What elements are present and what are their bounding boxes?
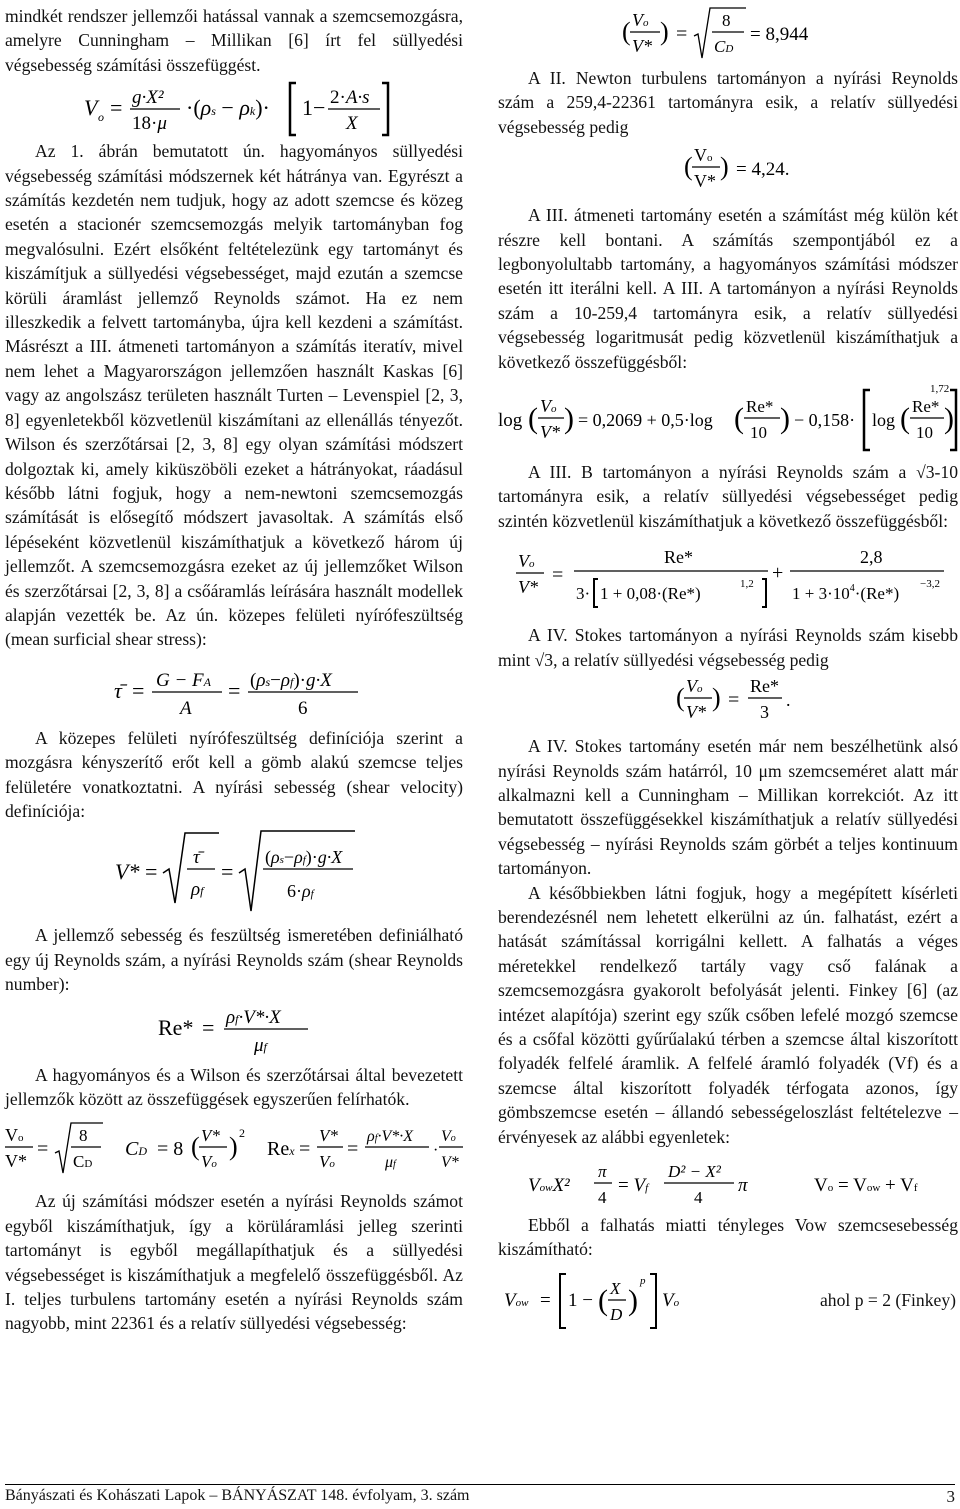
svg-text:8: 8 (722, 11, 731, 30)
svg-text:Vo = Vow + Vf: Vo = Vow + Vf (814, 1175, 918, 1196)
svg-text:τ̄: τ̄ (114, 677, 122, 703)
svg-text:Vow: Vow (504, 1289, 529, 1311)
paragraph-r2: A III. átmeneti tartomány esetén a számítást még külön két részre kell bontani. A számítás szempontjából ez a legbonyolultabb tartomány, a hagyományos számítási módszer esetén itt iterálni kell. A III. A tartományon a nyírási Reynolds szám a 10-259,4 tartományra esik, a relatív süllyedési végsebesség logaritmusát pedig közvetlenül kiszámíthatjuk a következő összefüggésből: (498, 205, 958, 372)
svg-text:=: = (221, 859, 234, 885)
svg-text:μf: μf (385, 1154, 396, 1172)
svg-text:Vo: Vo (662, 1289, 680, 1311)
svg-text:Re*: Re* (158, 1014, 194, 1040)
svg-text:Rex: Rex (267, 1138, 295, 1161)
svg-text:): ) (712, 683, 721, 713)
equation-transition-b (498, 543, 958, 623)
svg-text:1,2: 1,2 (740, 578, 754, 591)
svg-text:− 0,158·: − 0,158· (794, 410, 856, 431)
svg-text:=: = (37, 1138, 49, 1161)
equation-transition-a (498, 382, 958, 460)
right-column (498, 4, 958, 1334)
equation-note: ahol p = 2 (Finkey) (820, 1289, 956, 1310)
svg-text:Vo: Vo (319, 1152, 335, 1172)
svg-text:log: log (498, 410, 523, 432)
svg-text:Vo: Vo (540, 396, 557, 417)
paragraph-r5: A IV. Stokes tartomány esetén már nem beszélhetünk alsó nyírási Reynolds szám határról, 10 μm szemcseméret alatt már alkalmazni kell a Cunningham – Millikan korrekciót. Az itt bemutatott összefüggésekkel kiszámíthatjuk a relatív süllyedési végsebesség – nyírási Reynolds szám görbét a teljes kontinuum tartományon. (498, 736, 958, 879)
paragraph-l4: A jellemző sebesség és feszültség ismeretében definiálható egy új Reynolds szám, a nyírási Reynolds szám (shear Reynolds number): (5, 925, 463, 995)
svg-text:Re*: Re* (746, 397, 774, 417)
svg-text:·(ρs − ρk)·: ·(ρs − ρk)· (186, 95, 270, 121)
paragraph-l3: A közepes felületi nyírófeszültség definíciója szerint a mozgásra kényszerítő erőt kell a gömb alakú szemcse teljes felületére vonatkoztatni. A nyírási sebesség (shear velocity) definíciója: (5, 727, 463, 821)
svg-text:3: 3 (760, 702, 769, 723)
svg-text:ρf: ρf (191, 879, 204, 901)
equation-graphic (74, 77, 394, 139)
svg-text:G − FA: G − FA (156, 669, 211, 691)
svg-text:CD: CD (125, 1138, 148, 1161)
svg-text:=: = (145, 859, 158, 885)
svg-text:(: ( (528, 402, 538, 436)
equation-graphic (508, 1157, 948, 1211)
paragraph-r6: A későbbiekben látni fogjuk, hogy a megépített kísérleti berendezésnél nem lehetett elkerülni az ún. falhatást, ezért a hatását számítással korrigálni kellett. A falhatás a véges méretekkel rendelkező tartály vagy cső falának a szemcsemozgásra gyakorolt befolyását jelenti. Finkey [6] (az intézet alapítója) szerint egy szűk csőben lefelé mozgó szemcse és a csőfal közötti gyűrűalakú térben a szemcse által kiszorított folyadék felfelé áramlik. A felfelé áramló folyadék (Vf) és a szemcse által kiszorított folyadék térfogata azonos, így gömbszemcse esetén – állandó sebességeloszlást feltételezve – érvényesek az alábbi egyenletek: (498, 882, 958, 1147)
svg-text:(: ( (598, 1283, 608, 1317)
svg-text:= 8: = 8 (157, 1138, 184, 1161)
svg-text:ρf·V*·X: ρf·V*·X (367, 1128, 414, 1146)
equation-graphic (109, 823, 359, 919)
svg-text:2·A·s: 2·A·s (330, 87, 370, 109)
svg-text:2: 2 (239, 1126, 245, 1141)
svg-text:4: 4 (598, 1188, 607, 1207)
equation-newton (498, 139, 958, 203)
svg-text:Vo: Vo (5, 1125, 24, 1146)
svg-text:(: ( (622, 17, 631, 46)
svg-text:Re*: Re* (664, 547, 693, 568)
svg-text:ρf·V*·X: ρf·V*·X (226, 1006, 281, 1028)
svg-text:Vo: Vo (686, 676, 703, 697)
equation-stokes (498, 672, 958, 734)
svg-text:=: = (228, 677, 241, 703)
equation-shear-reynolds (5, 997, 463, 1063)
svg-text:=: = (347, 1138, 359, 1161)
svg-text:Re*: Re* (912, 397, 940, 417)
svg-text:10: 10 (750, 423, 767, 443)
svg-text:−3,2: −3,2 (920, 578, 940, 591)
paragraph-r1: A II. Newton turbulens tartományon a nyírási Reynolds szám a 259,4-22361 tartományra esik, a relatív süllyedési végsebesség pedig (498, 68, 958, 137)
equation-wall-effect (498, 1157, 958, 1213)
svg-text:=: = (299, 1138, 311, 1161)
svg-text:): ) (660, 17, 669, 46)
svg-text:·: · (433, 1142, 439, 1160)
svg-text:Vo: Vo (694, 145, 713, 166)
svg-text:): ) (628, 1283, 638, 1317)
svg-text:1−: 1− (302, 95, 326, 121)
svg-text:Vo: Vo (441, 1128, 456, 1146)
svg-text:CD: CD (73, 1152, 93, 1172)
svg-text:p: p (640, 1274, 646, 1287)
paragraph-r7: Ebből a falhatás miatti tényleges Vow szemcsesebesség kiszámítható: (498, 1215, 958, 1260)
equation-graphic (676, 672, 816, 730)
svg-text:(: ( (191, 1132, 200, 1162)
svg-text:= 0,2069 + 0,5·log: = 0,2069 + 0,5·log (578, 410, 713, 431)
svg-text:V*: V* (518, 577, 538, 598)
svg-text:(: ( (734, 402, 744, 436)
svg-text:6·ρf: 6·ρf (287, 881, 314, 902)
svg-text:= Vf: = Vf (618, 1175, 649, 1196)
svg-text:A: A (180, 697, 192, 719)
svg-text:.: . (786, 690, 791, 711)
svg-text:V*: V* (694, 171, 716, 192)
svg-text:=: = (132, 677, 145, 703)
svg-text:=: = (540, 1289, 551, 1311)
svg-text:(: ( (900, 402, 910, 436)
paragraph-l6: Az új számítási módszer esetén a nyírási Reynolds számot egyből kiszámíthatjuk, így a körüláramlási jelleg szerinti tartományt is egyből megállapíthatjuk és a süllyedési végsebességet is kiszámíthatjuk a megfelelő összefüggésből. Az I. teljes turbulens tartomány esetén a nyírási Reynolds szám nagyobb, mint 22361 és a relatív süllyedési végsebesség: (5, 1191, 463, 1334)
svg-text:V*: V* (319, 1126, 338, 1146)
equation-turbulent (498, 4, 958, 66)
equation-cunningham (5, 77, 463, 139)
svg-text:τ̄: τ̄ (193, 847, 200, 869)
svg-text:=: = (110, 95, 123, 121)
svg-text:π: π (738, 1175, 748, 1196)
equation-value: = 4,24. (736, 159, 790, 181)
svg-text:=: = (552, 564, 564, 587)
equation-graphic (5, 1115, 463, 1185)
svg-text:+: + (772, 562, 784, 585)
svg-text:Vo: Vo (201, 1152, 217, 1172)
svg-text:2,8: 2,8 (860, 547, 883, 568)
svg-text:8: 8 (79, 1126, 88, 1146)
svg-text:1 + 0,08·(Re*): 1 + 0,08·(Re*) (600, 584, 701, 604)
journal-name: Bányászati és Kohászati Lapok – BÁNYÁSZAT 148. évfolyam, 3. szám (5, 1487, 470, 1504)
svg-text:VowX²: VowX² (528, 1175, 570, 1196)
svg-text:log: log (872, 410, 896, 431)
page-number: 3 (946, 1487, 955, 1506)
svg-text:Vo: Vo (632, 10, 649, 30)
paragraph-l2: Az 1. ábrán bemutatott ún. hagyományos süllyedési végsebesség számítási módszernek két hátránya van. Egyrészt a számítás kezdetén nem tudjuk, hogy az adott szemcse és közeg esetén a stacionér szemcsemozgás melyik tartományban fog megvalósulni. Ezért elsőként feltételezünk egy tartományt és kiszámítjuk a süllyedési végsebességet, majd ezután a szemcse körüli áramlást jellemző Reynolds számot. Ha ez nem illeszkedik a felvett tartományba, újra kell kezdeni a számítást. Másrészt a III. átmeneti tartományon a számítás iteratív, mivel nem lehet a Magyarországon jellemzően használt Kaskas [6] vagy az angolszász területen használt Turten – Levenspiel [2, 3, 8] egyenletekből közvetlenül kiszámítani az ellenállás tényezőt. Wilson és szerzőtársai [2, 3, 8] egy olyan számítási módszert dolgoztak ki, amely kiküszöböli ezeket a hátrányokat, ráadásul később látni fogjuk, hogy a nem-newtoni szemcsemozgás számítását is elősegítő módszert javasoltak. A számítás első lépéseként közvetlenül kiszámíthatjuk a következő három új jellemzőt. A szemcsemozgásra ezeket az új jellemzőket Wilson és szerzőtársai [2, 3, 8] a csőáramlás leírására használt modellek alapján vezették be. Az ún. közepes felületi nyírófeszültség (mean surficial shear stress): (5, 141, 463, 650)
paragraph-l5: A hagyományos és a Wilson és szerzőtársai által bevezetett jellemzők között az összefüggések egyszerűen felírhatók. (5, 1064, 463, 1109)
svg-text:): ) (780, 402, 790, 436)
svg-text:1 + 3·104·(Re*): $1 + 3\cdot 10^4\cdot(Re*)$ (792, 583, 900, 604)
paragraph-r3: A III. B tartományon a nyírási Reynolds szám a √3-10 tartományra esik, a relatív süllyedési végsebességet pedig szintén közvetlenül kiszámíthatjuk a következő összefüggésből: (498, 462, 958, 531)
svg-text:=: = (676, 23, 688, 45)
page-footer (5, 1484, 955, 1505)
svg-text:Re*: Re* (750, 676, 779, 697)
svg-text:3·: 3· (576, 584, 591, 604)
svg-text:π: π (598, 1162, 607, 1181)
svg-text:D² − X²: D² − X² (668, 1162, 721, 1181)
equation-graphic (104, 660, 364, 722)
svg-text:g·X²: g·X² (132, 87, 164, 109)
svg-text:6: 6 (298, 697, 308, 719)
svg-text:Vo: Vo (518, 551, 535, 572)
svg-text:=: = (202, 1014, 215, 1040)
svg-text:μf: μf (254, 1034, 267, 1056)
svg-text:V*: V* (632, 36, 652, 56)
svg-text:V*: V* (201, 1126, 220, 1146)
svg-text:X: X (610, 1278, 621, 1298)
svg-text:): ) (564, 402, 574, 436)
svg-text:(: ( (684, 152, 693, 182)
equation-shear-stress (5, 660, 463, 726)
svg-text:V*: V* (115, 859, 140, 885)
equation-finkey (498, 1268, 958, 1334)
svg-text:1 −: 1 − (568, 1289, 593, 1311)
svg-text:D: D (610, 1304, 623, 1324)
svg-text:1,72: 1,72 (930, 383, 950, 396)
svg-text:(ρs−ρf)·g·X: (ρs−ρf)·g·X (250, 669, 332, 691)
equation-graphic (622, 4, 822, 64)
svg-text:10: 10 (916, 423, 933, 443)
equation-relations (5, 1115, 463, 1189)
svg-text:(: ( (676, 683, 685, 713)
equation-shear-velocity (5, 823, 463, 923)
left-column (5, 4, 463, 1336)
paragraph-l1: mindkét rendszer jellemzői hatással vannak a szemcsemozgásra, amelyre Cunningham – Millikan [6] írt fel süllyedési végsebesség számítási összefüggést. (5, 6, 463, 75)
svg-text:V*: V* (540, 422, 560, 443)
svg-text:X: X (346, 113, 358, 135)
equation-graphic (498, 382, 958, 456)
svg-text:V*: V* (5, 1151, 27, 1172)
equation-graphic (154, 997, 314, 1059)
equation-value: = 8,944 (750, 24, 809, 45)
svg-text:V*: V* (686, 702, 706, 723)
paragraph-r4: A IV. Stokes tartományon a nyírási Reynolds szám kisebb mint √3, a relatív süllyedési végsebesség pedig (498, 625, 958, 670)
svg-text:V: V (84, 95, 98, 121)
equation-graphic (684, 139, 844, 199)
svg-text:4: 4 (694, 1188, 703, 1207)
svg-text:V*: V* (441, 1154, 459, 1172)
svg-text:18·μ: 18·μ (132, 113, 167, 135)
svg-text:): ) (229, 1132, 238, 1162)
svg-text:CD: CD (714, 37, 734, 56)
svg-text:): ) (944, 402, 954, 436)
svg-text:o: o (98, 110, 104, 125)
equation-graphic (504, 1268, 704, 1332)
equation-graphic (508, 543, 948, 617)
svg-text:): ) (720, 152, 729, 182)
svg-text:=: = (728, 689, 740, 712)
svg-text:(ρs−ρf)·g·X: (ρs−ρf)·g·X (265, 847, 343, 868)
